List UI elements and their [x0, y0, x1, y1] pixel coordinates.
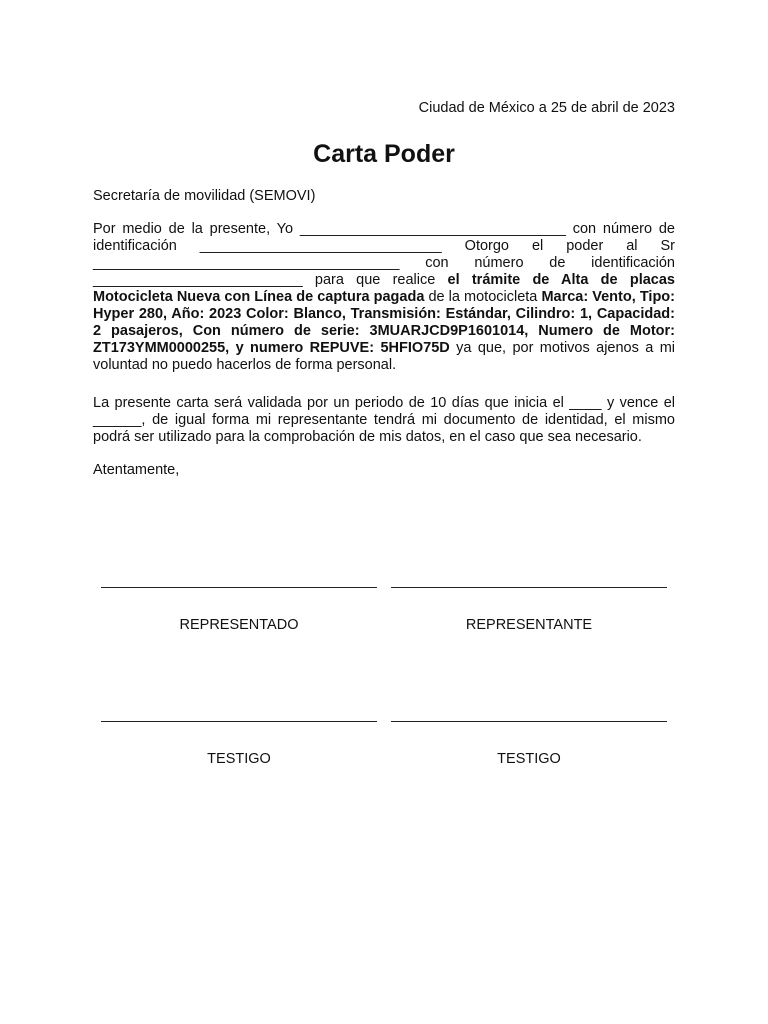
recipient-line: Secretaría de movilidad (SEMOVI) [93, 188, 316, 204]
signature-line-testigo-right [391, 721, 667, 722]
closing-line: Atentamente, [93, 462, 180, 478]
paragraph-text: Por medio de la presente, Yo _________________________________ con número de identificación ______________________________ Otorgo el poder al Sr ______________________________________ con número de identificación __________________________ para que realice [93, 221, 675, 288]
letter-date: Ciudad de México a 25 de abril de 2023 [418, 100, 675, 116]
signature-line-representado [101, 587, 377, 588]
signature-line-representante [391, 587, 667, 588]
paragraph-text: ya que, por motivos ajenos a mi voluntad no puedo hacerlos de forma personal. [93, 340, 675, 373]
vehicle-details: Marca: Vento, Tipo: Hyper 280, Año: 2023 Color: Blanco, Transmisión: Estándar, Cilindro: 1, Capacidad: 2 pasajeros, Con número de serie: 3MUARJCD9P1601014, Numero de Motor: ZT173YMM0000255, y numero REPUVE: 5HFIO75D [93, 289, 675, 356]
signature-label-representante: REPRESENTANTE [465, 617, 593, 633]
signature-label-testigo-right: TESTIGO [497, 751, 561, 767]
paragraph-text: de la motocicleta [424, 289, 542, 305]
signature-label-testigo-left: TESTIGO [207, 751, 271, 767]
signature-label-representado: REPRESENTADO [179, 617, 299, 633]
authorization-paragraph [93, 221, 675, 374]
validity-paragraph: La presente carta será validada por un periodo de 10 días que inicia el ____ y vence el ______, de igual forma mi representante tendrá mi documento de identidad, el mismo podrá ser utilizado para la comprobación de mis datos, en el caso que sea necesario. [93, 395, 675, 445]
signature-line-testigo-left [101, 721, 377, 722]
procedure-description: el trámite de Alta de placas Motocicleta Nueva con Línea de captura pagada [93, 272, 675, 305]
letter-title: Carta Poder [313, 140, 455, 168]
